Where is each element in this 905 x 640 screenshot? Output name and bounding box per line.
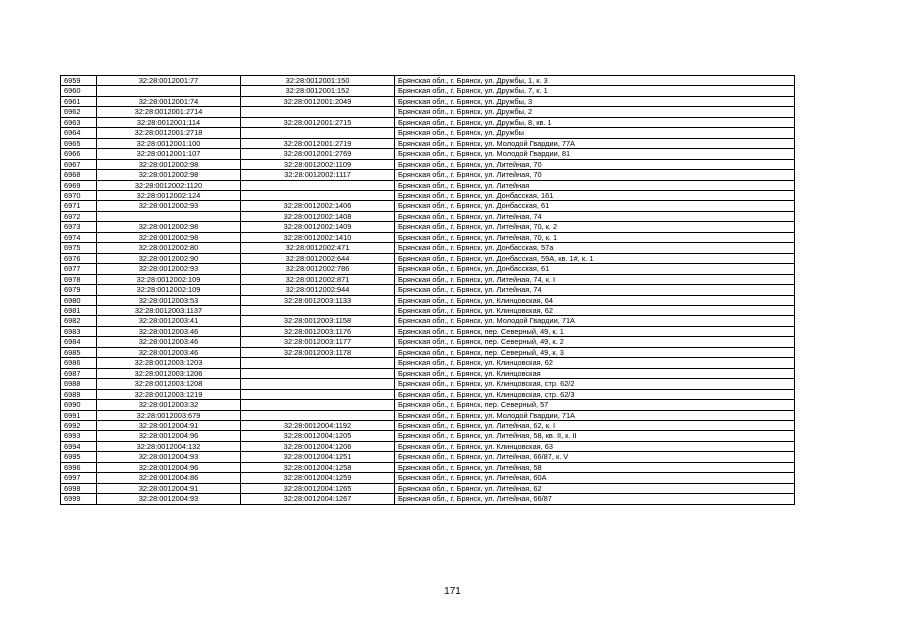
address-cell: Брянская обл., г. Брянск, ул. Литейная, 62, к. I [395,420,795,430]
object-cadastral-number-cell: 32:28:0012002:1406 [241,201,395,211]
table-row [61,96,795,106]
row-number-cell: 6966 [61,149,97,159]
object-cadastral-number-cell [241,379,395,389]
row-number-cell: 6996 [61,462,97,472]
land-plot-cadastral-number-cell: 32:28:0012004:93 [97,452,241,462]
object-cadastral-number-cell: 32:28:0012001:2715 [241,117,395,127]
address-cell: Брянская обл., г. Брянск, ул. Дружбы, 1, к. 3 [395,76,795,86]
object-cadastral-number-cell [241,190,395,200]
land-plot-cadastral-number-cell: 32:28:0012001:114 [97,117,241,127]
table-row [61,274,795,284]
address-cell: Брянская обл., г. Брянск, ул. Донбасская, 61 [395,201,795,211]
object-cadastral-number-cell: 32:28:0012003:1176 [241,326,395,336]
object-cadastral-number-cell: 32:28:0012002:471 [241,243,395,253]
row-number-cell: 6968 [61,170,97,180]
row-number-cell: 6979 [61,285,97,295]
row-number-cell: 6985 [61,347,97,357]
land-plot-cadastral-number-cell: 32:28:0012002:98 [97,170,241,180]
object-cadastral-number-cell: 32:28:0012002:871 [241,274,395,284]
land-plot-cadastral-number-cell [97,86,241,96]
table-row [61,358,795,368]
row-number-cell: 6991 [61,410,97,420]
table-row [61,410,795,420]
address-cell: Брянская обл., г. Брянск, ул. Клинцовская, 64 [395,295,795,305]
land-plot-cadastral-number-cell: 32:28:0012002:124 [97,190,241,200]
address-cell: Брянская обл., г. Брянск, ул. Дружбы, 8, кв. 1 [395,117,795,127]
address-cell: Брянская обл., г. Брянск, ул. Литейная, 58 [395,462,795,472]
page-number: 171 [444,586,461,597]
land-plot-cadastral-number-cell: 32:28:0012002:109 [97,274,241,284]
land-plot-cadastral-number-cell: 32:28:0012001:77 [97,76,241,86]
row-number-cell: 6972 [61,211,97,221]
land-plot-cadastral-number-cell: 32:28:0012004:132 [97,441,241,451]
land-plot-cadastral-number-cell: 32:28:0012002:98 [97,222,241,232]
table-row [61,379,795,389]
row-number-cell: 6992 [61,420,97,430]
object-cadastral-number-cell: 32:28:0012001:2049 [241,96,395,106]
table-row [61,483,795,493]
row-number-cell: 6986 [61,358,97,368]
table-row [61,76,795,86]
address-cell: Брянская обл., г. Брянск, ул. Донбасская, 161 [395,190,795,200]
row-number-cell: 6975 [61,243,97,253]
address-cell: Брянская обл., г. Брянск, ул. Дружбы [395,128,795,138]
object-cadastral-number-cell: 32:28:0012002:644 [241,253,395,263]
table-row [61,201,795,211]
address-cell: Брянская обл., г. Брянск, пер. Северный, 49, к. 3 [395,347,795,357]
table-row [61,431,795,441]
table-body [61,76,795,505]
row-number-cell: 6995 [61,452,97,462]
object-cadastral-number-cell [241,128,395,138]
address-cell: Брянская обл., г. Брянск, ул. Донбасская, 61 [395,264,795,274]
land-plot-cadastral-number-cell: 32:28:0012003:1137 [97,305,241,315]
object-cadastral-number-cell: 32:28:0012003:1158 [241,316,395,326]
object-cadastral-number-cell: 32:28:0012002:1410 [241,232,395,242]
land-plot-cadastral-number-cell: 32:28:0012003:41 [97,316,241,326]
table-row [61,211,795,221]
land-plot-cadastral-number-cell: 32:28:0012001:2714 [97,107,241,117]
land-plot-cadastral-number-cell: 32:28:0012001:107 [97,149,241,159]
land-plot-cadastral-number-cell: 32:28:0012003:32 [97,400,241,410]
table-row [61,337,795,347]
address-cell: Брянская обл., г. Брянск, ул. Литейная, 70, к. 1 [395,232,795,242]
table-row [61,295,795,305]
row-number-cell: 6976 [61,253,97,263]
table-row [61,232,795,242]
row-number-cell: 6967 [61,159,97,169]
land-plot-cadastral-number-cell: 32:28:0012003:1203 [97,358,241,368]
land-plot-cadastral-number-cell: 32:28:0012004:96 [97,431,241,441]
address-cell: Брянская обл., г. Брянск, ул. Литейная, 58, кв. II, к. II [395,431,795,441]
object-cadastral-number-cell: 32:28:0012003:1177 [241,337,395,347]
land-plot-cadastral-number-cell: 32:28:0012001:100 [97,138,241,148]
address-cell: Брянская обл., г. Брянск, ул. Дружбы, 7, к. 1 [395,86,795,96]
address-cell: Брянская обл., г. Брянск, ул. Литейная, 60А [395,473,795,483]
land-plot-cadastral-number-cell: 32:28:0012003:1219 [97,389,241,399]
land-plot-cadastral-number-cell: 32:28:0012003:679 [97,410,241,420]
row-number-cell: 6962 [61,107,97,117]
address-cell: Брянская обл., г. Брянск, ул. Молодой Гвардии, 77А [395,138,795,148]
table-row [61,149,795,159]
address-cell: Брянская обл., г. Брянск, ул. Литейная, 66/87, к. V [395,452,795,462]
table-row [61,494,795,504]
table-row [61,285,795,295]
table-row [61,462,795,472]
address-cell: Брянская обл., г. Брянск, ул. Клинцовская, стр. 62/3 [395,389,795,399]
object-cadastral-number-cell: 32:28:0012003:1133 [241,295,395,305]
table-row [61,305,795,315]
address-cell: Брянская обл., г. Брянск, ул. Клинцовская, стр. 62/2 [395,379,795,389]
address-cell: Брянская обл., г. Брянск, ул. Литейная, 74, к. I [395,274,795,284]
address-cell: Брянская обл., г. Брянск, ул. Донбасская, 57а [395,243,795,253]
table-row [61,316,795,326]
object-cadastral-number-cell [241,400,395,410]
object-cadastral-number-cell: 32:28:0012002:1109 [241,159,395,169]
table-row [61,326,795,336]
table-row [61,420,795,430]
object-cadastral-number-cell: 32:28:0012001:2769 [241,149,395,159]
table-row [61,170,795,180]
address-cell: Брянская обл., г. Брянск, ул. Литейная, 70, к. 2 [395,222,795,232]
object-cadastral-number-cell: 32:28:0012001:152 [241,86,395,96]
object-cadastral-number-cell: 32:28:0012002:1117 [241,170,395,180]
object-cadastral-number-cell: 32:28:0012002:1409 [241,222,395,232]
address-cell: Брянская обл., г. Брянск, ул. Дружбы, 3 [395,96,795,106]
object-cadastral-number-cell: 32:28:0012001:150 [241,76,395,86]
land-plot-cadastral-number-cell: 32:28:0012002:93 [97,264,241,274]
row-number-cell: 6998 [61,483,97,493]
land-plot-cadastral-number-cell: 32:28:0012002:90 [97,253,241,263]
row-number-cell: 6969 [61,180,97,190]
row-number-cell: 6974 [61,232,97,242]
land-plot-cadastral-number-cell: 32:28:0012002:109 [97,285,241,295]
land-plot-cadastral-number-cell: 32:28:0012001:74 [97,96,241,106]
row-number-cell: 6987 [61,368,97,378]
table-row [61,243,795,253]
table-row [61,180,795,190]
table-row [61,86,795,96]
table-row [61,400,795,410]
object-cadastral-number-cell: 32:28:0012004:1251 [241,452,395,462]
land-plot-cadastral-number-cell: 32:28:0012002:98 [97,232,241,242]
table-row [61,138,795,148]
row-number-cell: 6973 [61,222,97,232]
table-row [61,117,795,127]
land-plot-cadastral-number-cell: 32:28:0012003:1208 [97,379,241,389]
table-row [61,441,795,451]
object-cadastral-number-cell: 32:28:0012004:1258 [241,462,395,472]
row-number-cell: 6960 [61,86,97,96]
row-number-cell: 6988 [61,379,97,389]
address-cell: Брянская обл., г. Брянск, ул. Молодой Гвардии, 71А [395,316,795,326]
row-number-cell: 6989 [61,389,97,399]
object-cadastral-number-cell: 32:28:0012001:2719 [241,138,395,148]
table-row [61,128,795,138]
address-cell: Брянская обл., г. Брянск, пер. Северный, 49, к. 1 [395,326,795,336]
land-plot-cadastral-number-cell: 32:28:0012004:96 [97,462,241,472]
object-cadastral-number-cell [241,305,395,315]
row-number-cell: 6994 [61,441,97,451]
cadastral-register-table [60,75,795,505]
table-row [61,368,795,378]
address-cell: Брянская обл., г. Брянск, ул. Литейная [395,180,795,190]
address-cell: Брянская обл., г. Брянск, ул. Клинцовская, 62 [395,305,795,315]
land-plot-cadastral-number-cell: 32:28:0012003:1206 [97,368,241,378]
land-plot-cadastral-number-cell: 32:28:0012002:1120 [97,180,241,190]
address-cell: Брянская обл., г. Брянск, ул. Литейная, 70 [395,170,795,180]
object-cadastral-number-cell: 32:28:0012004:1267 [241,494,395,504]
table-row [61,473,795,483]
row-number-cell: 6965 [61,138,97,148]
address-cell: Брянская обл., г. Брянск, ул. Донбасская, 59А, кв. 1#, к. 1 [395,253,795,263]
row-number-cell: 6971 [61,201,97,211]
table-row [61,159,795,169]
address-cell: Брянская обл., г. Брянск, ул. Литейная, 74 [395,211,795,221]
address-cell: Брянская обл., г. Брянск, ул. Клинцовская [395,368,795,378]
row-number-cell: 6963 [61,117,97,127]
row-number-cell: 6977 [61,264,97,274]
table-row [61,452,795,462]
table-row [61,253,795,263]
row-number-cell: 6997 [61,473,97,483]
object-cadastral-number-cell: 32:28:0012004:1206 [241,441,395,451]
address-cell: Брянская обл., г. Брянск, пер. Северный, 57 [395,400,795,410]
land-plot-cadastral-number-cell: 32:28:0012003:46 [97,326,241,336]
land-plot-cadastral-number-cell: 32:28:0012003:46 [97,347,241,357]
row-number-cell: 6993 [61,431,97,441]
object-cadastral-number-cell: 32:28:0012002:1408 [241,211,395,221]
address-cell: Брянская обл., г. Брянск, ул. Литейная, 74 [395,285,795,295]
object-cadastral-number-cell [241,410,395,420]
row-number-cell: 6984 [61,337,97,347]
table-row [61,107,795,117]
row-number-cell: 6964 [61,128,97,138]
table-row [61,347,795,357]
table-row [61,190,795,200]
land-plot-cadastral-number-cell: 32:28:0012001:2718 [97,128,241,138]
table-row [61,264,795,274]
object-cadastral-number-cell [241,389,395,399]
object-cadastral-number-cell: 32:28:0012004:1192 [241,420,395,430]
object-cadastral-number-cell [241,180,395,190]
land-plot-cadastral-number-cell: 32:28:0012002:80 [97,243,241,253]
address-cell: Брянская обл., г. Брянск, ул. Литейная, 70 [395,159,795,169]
object-cadastral-number-cell [241,368,395,378]
table-row [61,389,795,399]
object-cadastral-number-cell: 32:28:0012004:1205 [241,431,395,441]
row-number-cell: 6970 [61,190,97,200]
land-plot-cadastral-number-cell: 32:28:0012004:91 [97,420,241,430]
row-number-cell: 6961 [61,96,97,106]
object-cadastral-number-cell: 32:28:0012002:944 [241,285,395,295]
object-cadastral-number-cell: 32:28:0012004:1265 [241,483,395,493]
object-cadastral-number-cell: 32:28:0012004:1259 [241,473,395,483]
address-cell: Брянская обл., г. Брянск, ул. Литейная, 62 [395,483,795,493]
address-cell: Брянская обл., г. Брянск, ул. Дружбы, 2 [395,107,795,117]
address-cell: Брянская обл., г. Брянск, ул. Клинцовская, 63 [395,441,795,451]
row-number-cell: 6981 [61,305,97,315]
row-number-cell: 6980 [61,295,97,305]
land-plot-cadastral-number-cell: 32:28:0012002:93 [97,201,241,211]
row-number-cell: 6982 [61,316,97,326]
address-cell: Брянская обл., г. Брянск, ул. Клинцовская, 62 [395,358,795,368]
address-cell: Брянская обл., г. Брянск, пер. Северный, 49, к. 2 [395,337,795,347]
row-number-cell: 6990 [61,400,97,410]
land-plot-cadastral-number-cell: 32:28:0012004:93 [97,494,241,504]
row-number-cell: 6978 [61,274,97,284]
land-plot-cadastral-number-cell [97,211,241,221]
object-cadastral-number-cell [241,358,395,368]
row-number-cell: 6999 [61,494,97,504]
row-number-cell: 6983 [61,326,97,336]
land-plot-cadastral-number-cell: 32:28:0012004:91 [97,483,241,493]
land-plot-cadastral-number-cell: 32:28:0012004:86 [97,473,241,483]
land-plot-cadastral-number-cell: 32:28:0012003:46 [97,337,241,347]
address-cell: Брянская обл., г. Брянск, ул. Молодой Гвардии, 81 [395,149,795,159]
land-plot-cadastral-number-cell: 32:28:0012002:98 [97,159,241,169]
address-cell: Брянская обл., г. Брянск, ул. Литейная, 66/87 [395,494,795,504]
object-cadastral-number-cell [241,107,395,117]
land-plot-cadastral-number-cell: 32:28:0012003:53 [97,295,241,305]
row-number-cell: 6959 [61,76,97,86]
object-cadastral-number-cell: 32:28:0012003:1178 [241,347,395,357]
address-cell: Брянская обл., г. Брянск, ул. Молодой Гвардии, 71А [395,410,795,420]
table-row [61,222,795,232]
object-cadastral-number-cell: 32:28:0012002:786 [241,264,395,274]
